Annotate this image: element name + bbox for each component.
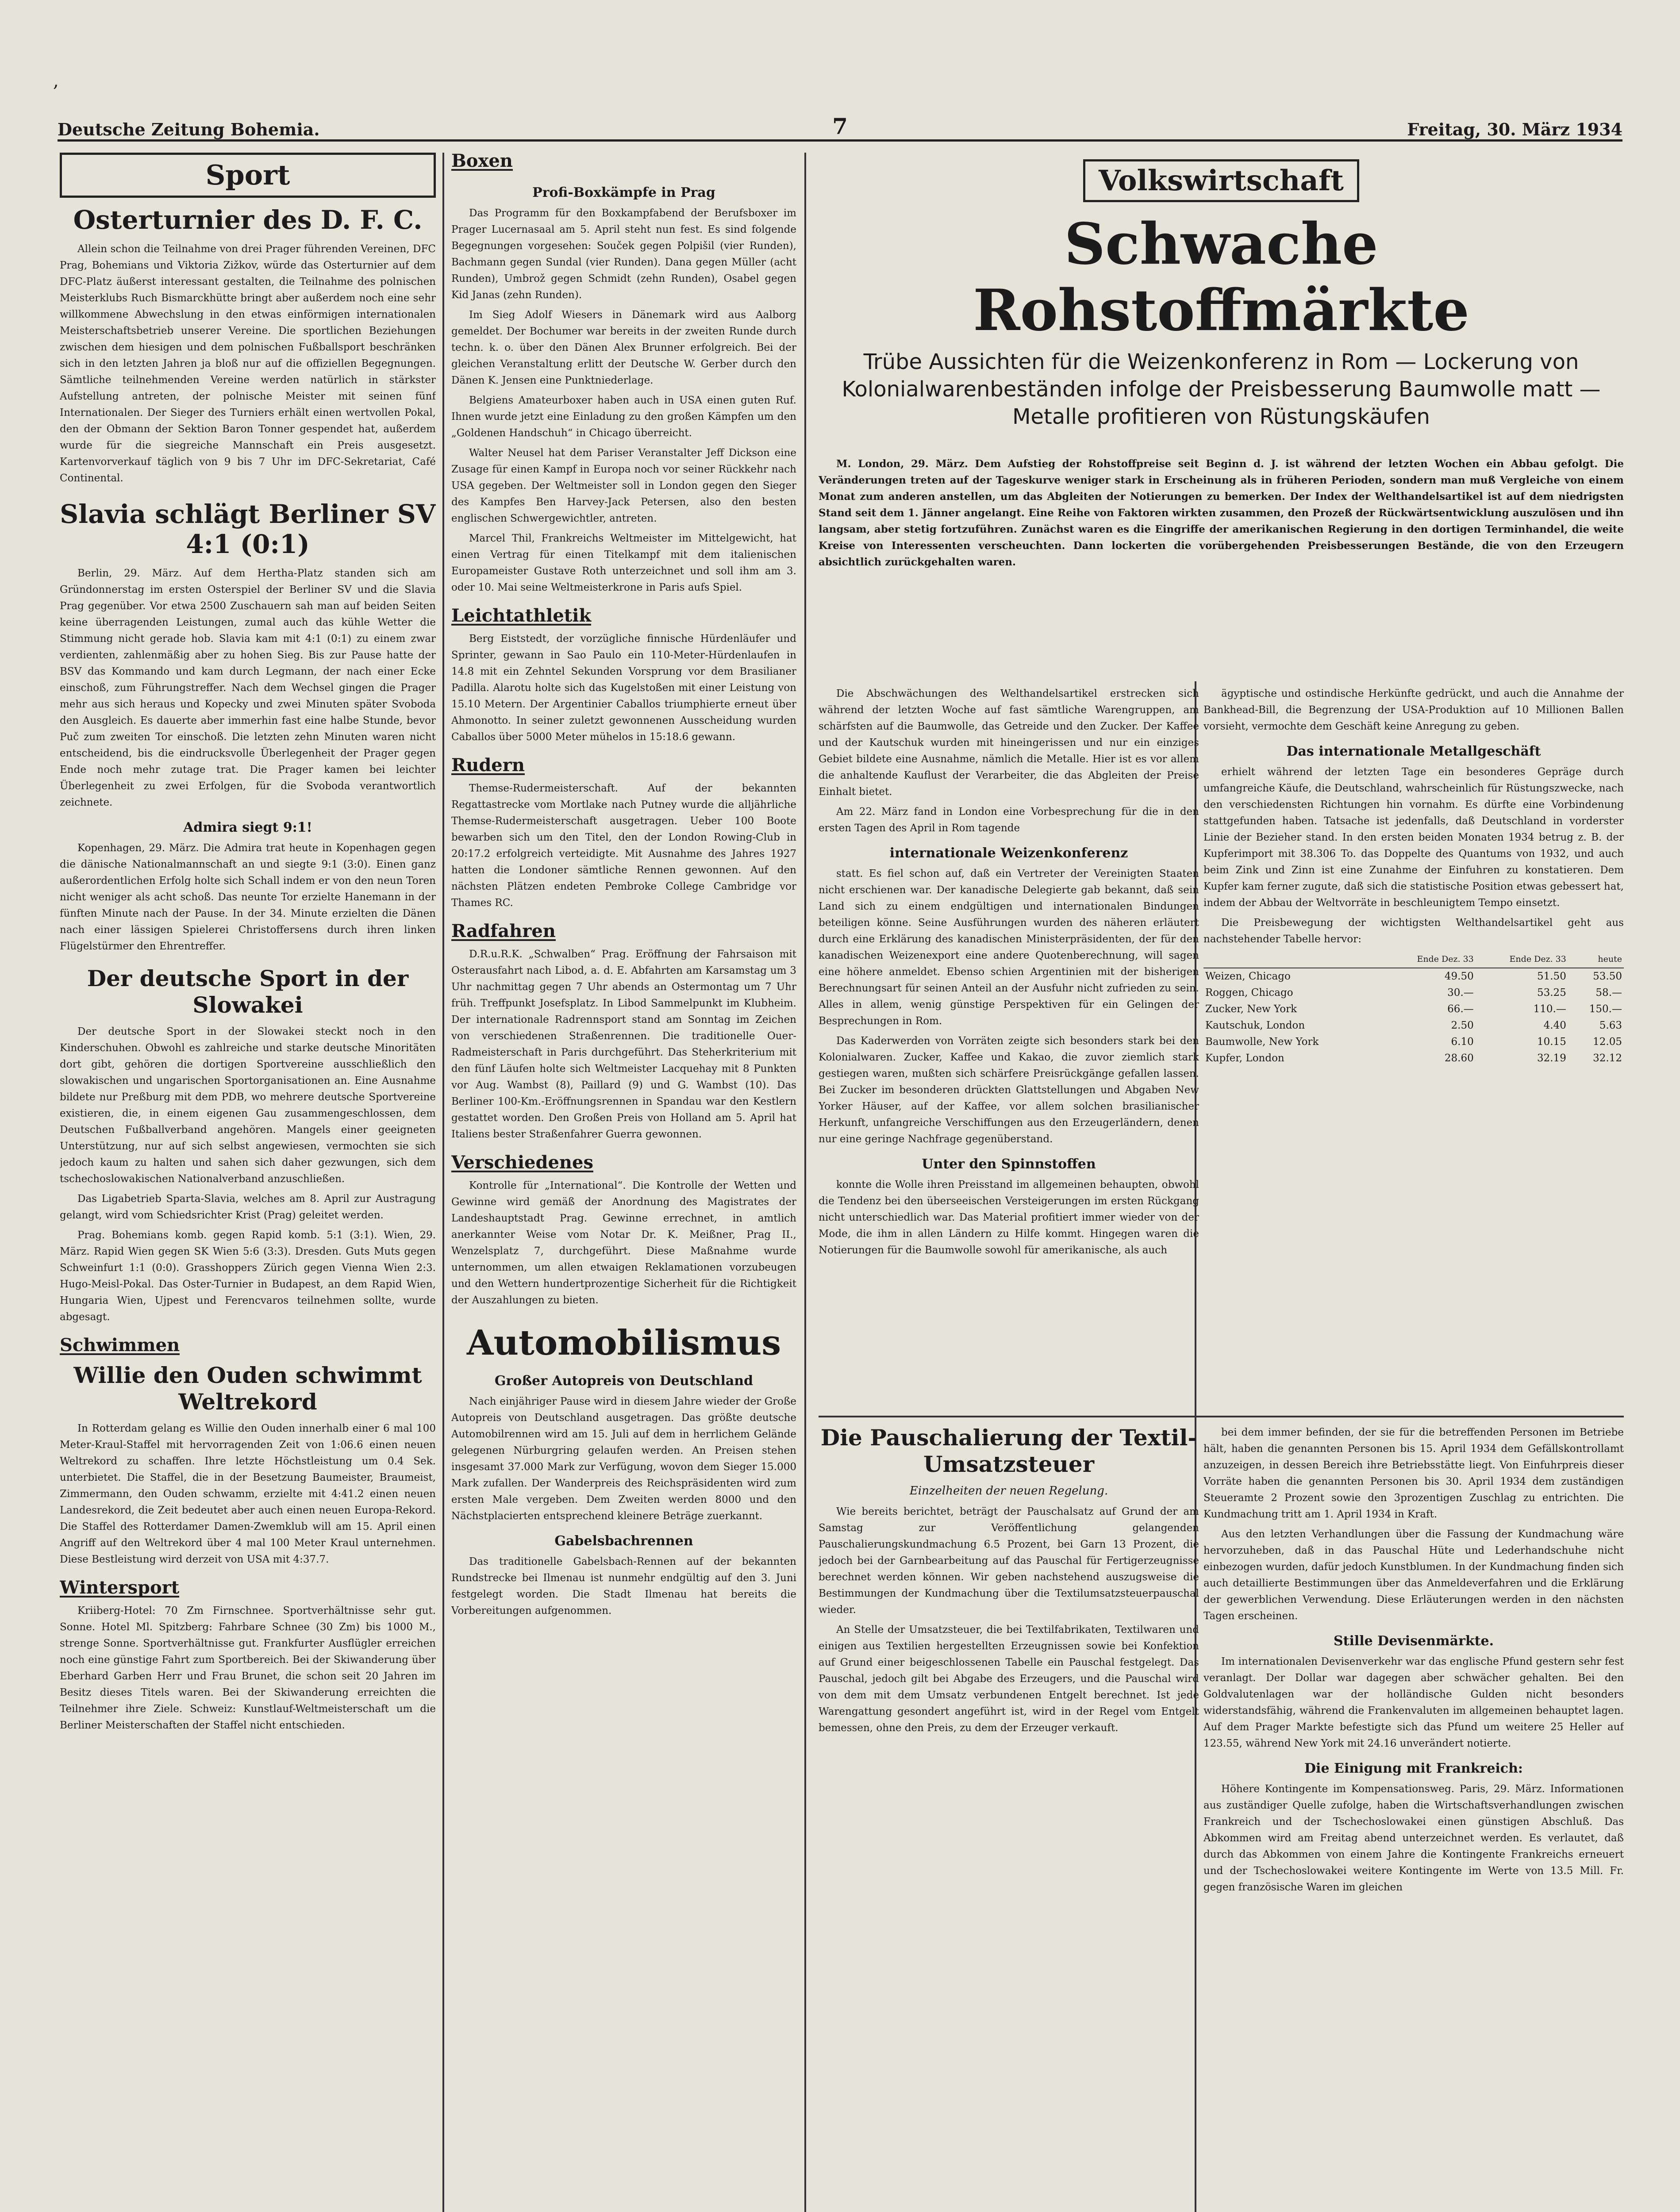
slowakei-text: Der deutsche Sport in der Slowakei steckt noch in den Kinderschuhen. Obwohl es zahlreiche und starke deutsche Minoritäten dort gibt, gehören die dortigen Sportvereine ausschließlich den slowakischen und ungarischen Sportorganisationen an. Eine Ausnahme bildete nur Preßburg mit dem PDB, wo mehrere deutsche Sportvereine existieren, die, in einem eigenen Gau zusammengeschlossen, dem Deutschen Fußballverband angehören. Mangels einer geeigneten Unterstützung, nur auf sich selbst angewiesen, vermochten sie sich jedoch kaum zu halten und sahen sich daher gezwungen, sich dem tschechoslowakischen Nationalverband anzuschließen. — [60, 1026, 436, 1185]
metallgeschaeft-subhead: Das internationale Metallgeschäft — [1286, 744, 1541, 759]
rudern-text: Themse-Rudermeisterschaft. Auf der bekannten Regattastrecke vom Mortlake nach Putney wurde die alljährliche Themse-Rudermeisterschaft ausgetragen. Ueber 100 Boote bewarben sich um den Titel, den der London Rowing-Club in 20:17.2 erfolgreich verteidigte. Mit Ausnahme des Jahres 1927 hatten die Londoner sämtliche Rennen gewonnen. Auf den nächsten Plätzen endeten Pembroke College Cambridge vor Thames RC. — [451, 783, 796, 909]
table-row — [1203, 1018, 1624, 1034]
autopreis-text: Nach einjähriger Pause wird in diesem Jahre wieder der Große Autopreis von Deutschland ausgetragen. Das größte deutsche Automobilrennen wird am 15. Juli auf dem in herrlichem Gelände gelegenen Nürburgring gelaufen werden. An Preisen stehen insgesamt 37.000 Mark zur Verfügung, wovon dem Sieger 15.000 Mark zufallen. Der Wanderpreis des Reichspräsidenten wird zum ersten Male vergeben. Dem Zweiten werden 8000 und den Nächstplacierten entsprechend kleinere Beträge zuerkannt. — [451, 1396, 796, 1522]
commodity-cell: Roggen, Chicago — [1205, 987, 1293, 998]
margin-mark: , — [53, 71, 59, 91]
economics-column-3 — [1203, 1425, 1624, 2212]
spinnstoffe-subhead: Unter den Spinnstoffen — [922, 1156, 1096, 1172]
econ-text-2: Am 22. März fand in London eine Vorbesprechung für die in den ersten Tagen des April in Rom tagende — [819, 806, 1199, 834]
header-page-number: 7 — [832, 113, 848, 139]
admira-text: Kopenhagen, 29. März. Die Admira trat heute in Kopenhagen gegen die dänische Nationalmannschaft an und siegte 9:1 (3:0). Einen ganz außerordentlichen Erfolg holte sich Schall indem er von den neun Toren nicht weniger als acht schoß. Das neunte Tor erzielte Hanemann in der fünften Minute nach der Pause. In der 34. Minute erzielten die Dänen nach einer lässigen Spielerei Christoffersens durch ihren linken Flügelstürmer den Ehrentreffer. — [60, 842, 436, 952]
lead-paragraph-block — [819, 456, 1624, 677]
econ-text-7: erhielt während der letzten Tage ein besonderes Gepräge durch umfangreiche Käufe, die Deutschland, wahrscheinlich für Rüstungszwecke, nach den verschiedensten Richtungen hin vornahm. Es dürfte eine Vorbindenung stattgefunden haben. Tatsache ist jedenfalls, daß Deutschland in vorderster Linie der Bezieher stand. In den ersten beiden Monaten 1934 betrug z. B. der Kupferimport mit 38.306 To. das Doppelte des Quantums von 1932, und auch beim Zink und Zinn ist eine Zunahme der Einfuhren zu konstatieren. Dem Kupfer kam ferner zugute, daß sich die statistische Position etwas gebessert hat, indem der Abbau der Weltvorräte in beschleunigtem Tempo einsetzt. — [1203, 766, 1624, 909]
price-cell: 53.50 — [1593, 971, 1622, 982]
price-cell: 10.15 — [1537, 1036, 1566, 1048]
section-rule — [819, 1416, 1624, 1417]
admira-headline: Admira siegt 9:1! — [183, 820, 312, 835]
rudern-section: Rudern — [451, 755, 525, 776]
commodity-cell: Kautschuk, London — [1205, 1020, 1305, 1031]
price-cell: 53.25 — [1537, 987, 1566, 998]
price-col-header: heute — [1568, 951, 1624, 968]
pauschalierung-subhead: Einzelheiten der neuen Regelung. — [909, 1484, 1108, 1498]
devisen-text: Im internationalen Devisenverkehr war das englische Pfund gestern sehr fest veranlagt. Der Dollar war dagegen aber schwächer gehalten. Bei den Goldvalutenlagen war der holländische Gulden nicht besonders widerstandsfähig, während die Frankenvaluten im allgemeinen behauptet lagen. Auf dem Prager Markte befestigte sich das Pfund um weitere 25 Heller auf 123.55, während New York mit 24.16 unverändert notierte. — [1203, 1656, 1624, 1749]
table-row — [1203, 1001, 1624, 1018]
commodity-cell: Kupfer, London — [1205, 1052, 1284, 1064]
textile-tax-column — [819, 1425, 1199, 2212]
main-headline: Schwache Rohstoffmärkte — [973, 211, 1469, 344]
econ-text-1: Die Abschwächungen des Welthandelsartikel erstrecken sich während der letzten Woche auf fast sämtliche Warengruppen, am schärfsten auf die Baumwolle, das Getreide und den Zucker. Der Kaffee und der Kautschuk wurden mit hineingerissen und nur ein einziges Gebiet bildete eine Ausnahme, nämlich die Metalle. Hier ist es vor allem die anhaltende Kauflust der Verarbeiter, die das Abgleiten der Preise Einhalt bietet. — [819, 688, 1199, 798]
header-date: Freitag, 30. März 1934 — [1407, 119, 1622, 139]
devisen-subhead: Stille Devisenmärkte. — [1333, 1633, 1494, 1649]
sport-column — [60, 153, 436, 2212]
price-cell: 66.— — [1447, 1003, 1474, 1015]
swim-headline: Willie den Ouden schwimmt Weltrekord — [73, 1362, 422, 1415]
results-text: Prag. Bohemians komb. gegen Rapid komb. 5:1 (3:1). Wien, 29. März. Rapid Wien gegen SK Wien 5:6 (3:3). Dresden. Guts Muts gegen Schweinfurt 1:1 (0:0). Grasshoppers Zürich gegen Vienna Wien 2:3. Hugo-Meisl-Pokal. Das Oster-Turnier in Budapest, an dem Rapid Wien, Hungaria Wien, Ujpest und Ferencvaros teilnehmen sollte, wurde abgesagt. — [60, 1229, 436, 1323]
price-cell: 49.50 — [1444, 971, 1474, 982]
price-cell: 110.— — [1533, 1003, 1566, 1015]
sport-section-title: Sport — [60, 153, 436, 198]
volkswirtschaft-label: Volkswirtschaft — [1083, 159, 1359, 202]
frankreich-subhead: Die Einigung mit Frankreich: — [1304, 1761, 1523, 1776]
price-cell: 4.40 — [1543, 1020, 1566, 1031]
boxen-text: Das Programm für den Boxkampfabend der Berufsboxer im Prager Lucernasaal am 5. April steht nun fest. Es sind folgende Begegnungen vorgesehen: Souček gegen Polpišil (vier Runden), Bachmann gegen Sundal (vier Runden). Dana gegen Müller (acht Runden), Umbrož gegen Schmidt (zehn Runden), Osabel gegen Kid Janas (zehn Runden). — [451, 207, 796, 301]
boxen-text-5: Marcel Thil, Frankreichs Weltmeister im Mittelgewicht, hat einen Vertrag für einen Titelkampf mit dem italienischen Europameister Gustave Roth unterzeichnet und soll ihm am 3. oder 10. Mai seine Weltmeisterkrone in Paris aufs Spiel. — [451, 533, 796, 593]
verschiedenes-text: Kontrolle für „International“. Die Kontrolle der Wetten und Gewinne wird gemäß der Anordnung des Magistrates der Landeshauptstadt Prag. Gewinne errechnet, in amtlich anerkannter Weise vom Notar Dr. K. Meißner, Prag II., Wenzelsplatz 7, durchgeführt. Diese Maßnahme wurde unternommen, um allen etwaigen Reklamationen vorzubeugen und den Wettern hundertprozentige Sicherheit für die Richtigkeit der Auszahlungen zu bieten. — [451, 1180, 796, 1306]
slavia-text: Berlin, 29. März. Auf dem Hertha-Platz standen sich am Gründonnerstag im ersten Osterspiel der Berliner SV und die Slavia Prag gegenüber. Vor etwa 2500 Zuschauern sah man auf beiden Seiten keine überragenden Leistungen, zumal auch das kühle Wetter die Stimmung nicht gerade hob. Slavia kam mit 4:1 (0:1) zu einem zwar verdienten, zahlenmäßig aber zu hohen Sieg. Bis zur Pause hatte der BSV das Kommando und kam durch Legmann, der nach einer Ecke einschoß, zum Führungstreffer. Nach dem Wechsel gingen die Prager mehr aus sich heraus und Kopecky und zwei Minuten später Svoboda den Ausgleich. Es dauerte aber immerhin fast eine halbe Stunde, bevor Puč zum zweiten Tor einschoß. Die letzten zehn Minuten waren nicht entscheidend, bis die eindrucksvolle Überlegenheit der Prager gegen Ende noch mehr zutage trat. Die Prager kamen bei leichter Überlegenheit zu zwei Erfolgen, für die Svoboda verantwortlich zeichnete. — [60, 568, 436, 808]
automobilismus-headline: Automobilismus — [466, 1323, 781, 1363]
ligabetrieb-text: Das Ligabetrieb Sparta-Slavia, welches am 8. April zur Austragung gelangt, wird vom Schiedsrichter Krist (Prag) geleitet werden. — [60, 1193, 436, 1221]
tax-text-4: Aus den letzten Verhandlungen über die Fassung der Kundmachung wäre hervorzuheben, daß in das Pauschal Hüte und Lederhandschuhe nicht einbezogen wurden, dafür jedoch Kunstblumen. In der Kundmachung finden sich auch detaillierte Bestimmungen über das Anmeldeverfahren und die Erklärung der gewerblichen Verwendung. Diese Erläuterungen werden in den nächsten Tagen erscheinen. — [1203, 1528, 1624, 1622]
lead-paragraph: M. London, 29. März. Dem Aufstieg der Rohstoffpreise seit Beginn d. J. ist während der letzten Wochen ein Abbau gefolgt. Die Veränderungen treten auf der Tageskurve weniger stark in Erscheinung als in früheren Perioden, sondern man muß Vergleiche von einem Monat zum anderen anstellen, um das Abgleiten der Notierungen zu bemerken. Der Index der Welthandelsartikel ist auf dem niedrigsten Stand seit dem 1. Jänner angelangt. Eine Reihe von Faktoren wirkten zusammen, den Prozeß der Rückwärtsentwicklung auszulösen und ihn langsam, aber stetig fortzuführen. Zunächst waren es die Eingriffe der amerikanischen Regierung in den dortigen Terminhandel, die weite Kreise von Interessenten verscheuchten. Dann lockerten die vorübergehenden Preisbesserungen Bestände, die von den Erzeugern absichtlich zurückgehalten waren. — [819, 458, 1624, 568]
price-cell: 58.— — [1595, 987, 1622, 998]
radfahren-text: D.R.u.R.K. „Schwalben“ Prag. Eröffnung der Fahrsaison mit Osterausfahrt nach Libod, a. d. E. Abfahrten am Karsamstag um 3 Uhr nachmittag gegen 7 Uhr abends an Ostermontag um 7 Uhr früh. Treffpunkt Josefsplatz. In Libod Sammelpunkt im Klubheim. Der internationale Radrennsport stand am Sonntag im Zeichen von verschiedenen Straßenrennen. Die traditionelle Ouer-Radmeisterschaft in Paris durchgeführt. Das Steherkriterium mit den fünf Läufen holte sich Weltmeister Lacquehay mit 8 Punkten vor Aug. Wambst (8), Paillard (9) und G. Wambst (10). Das Berliner 100-Km.-Eröffnungsrennen in Spandau war den Kestlern gestattet worden. Den Großen Preis von Holland am 5. April hat Italiens bester Straßenfahrer Guerra gewonnen. — [451, 949, 796, 1140]
economics-header — [819, 159, 1624, 430]
price-col-header — [1203, 951, 1383, 968]
economics-column-1 — [819, 686, 1199, 1407]
weizenkonferenz-subhead: internationale Weizenkonferenz — [889, 845, 1128, 861]
price-cell: 12.05 — [1593, 1036, 1622, 1048]
price-cell: 150.— — [1589, 1003, 1622, 1015]
slowakei-headline: Der deutsche Sport in der Slowakei — [87, 965, 409, 1018]
verschiedenes-section: Verschiedenes — [451, 1152, 593, 1173]
price-cell: 32.12 — [1593, 1052, 1622, 1064]
econ-text-3: statt. Es fiel schon auf, daß ein Vertreter der Vereinigten Staaten nicht erschienen war. Der kanadische Delegierte gab bekannt, daß sein Land sich zu einem endgültigen und internationalen Bindungen beteiligen könne. Seine Ausführungen wurden des näheren erläutert durch eine Erklärung des kanadischen Ministerpräsidenten, der für den kanadischen Weizenexport eine andere Quotenberechnung, will sagen eine höhere anmeldet. Ebenso schien Argentinien mit der bisherigen Berechnungsart für seinen Anteil an der Ausfuhr nicht zufrieden zu sein. Alles in allem, wenig günstige Perspektiven für ein Gelingen der Besprechungen in Rom. — [819, 868, 1199, 1027]
price-cell: 28.60 — [1444, 1052, 1474, 1064]
price-col-header: Ende Dez. 33 — [1383, 951, 1476, 968]
price-cell: 5.63 — [1599, 1020, 1622, 1031]
boxen-text-2: Im Sieg Adolf Wiesers in Dänemark wird aus Aalborg gemeldet. Der Bochumer war bereits in der zweiten Runde durch techn. k. o. über den Dänen Alex Brunner erfolgreich. Bei der gleichen Veranstaltung erlitt der Deutsche W. Gerber durch den Dänen K. Jensen eine Punktniederlage. — [451, 309, 796, 386]
osterturnier-headline: Osterturnier des D. F. C. — [73, 205, 423, 235]
slavia-headline: Slavia schlägt Berliner SV 4:1 (0:1) — [60, 499, 436, 559]
econ-text-8: Die Preisbewegung der wichtigsten Welthandelsartikel geht aus nachstehender Tabelle hervor: — [1203, 917, 1624, 945]
schwimmen-section: Schwimmen — [60, 1335, 180, 1356]
price-cell: 6.10 — [1451, 1036, 1474, 1048]
swim-text: In Rotterdam gelang es Willie den Ouden innerhalb einer 6 mal 100 Meter-Kraul-Staffel mit hervorragenden Zeit von 1:06.6 einen neuen Weltrekord zu schaffen. Ihre letzte Höchstleistung um 0.4 Sek. unterbietet. Die Staffel, die in der Besetzung Baumeister, Braumeist, Zimmermann, den Ouden schwamm, erzielte mit 4:41.2 einen neuen Landesrekord, die Zeit bedeutet aber auch einen neuen Europa-Rekord. Die Staffel des Rotterdamer Damen-Zwemklub will am 15. April einen Angriff auf den Weltrekord über 4 mal 100 Meter Kraul unternehmen. Diese Bestleistung wird derzeit von USA mit 4:37.7. — [60, 1423, 436, 1565]
boxen-headline: Profi-Boxkämpfe in Prag — [532, 185, 715, 200]
economics-column-2 — [1203, 686, 1624, 1407]
price-table — [1203, 951, 1624, 1067]
boxen-text-4: Walter Neusel hat dem Pariser Veranstalter Jeff Dickson eine Zusage für einen Kampf in Europa noch vor seiner Rückkehr nach USA gegeben. Der Weltmeister soll in London gegen den Sieger des Kampfes Ben Harvey-Jack Petersen, also den besten englischen Schwergewichtler, antreten. — [451, 447, 796, 524]
page-header — [58, 113, 1622, 142]
header-paper-name: Deutsche Zeitung Bohemia. — [58, 119, 320, 139]
osterturnier-text: Allein schon die Teilnahme von drei Prager führenden Vereinen, DFC Prag, Bohemians und Viktoria Zižkov, würde das Osterturnier auf dem DFC-Platz äußerst interessant gestalten, die Teilnahme des polnischen Meisterklubs Ruch Bismarckhütte bringt aber außerdem noch eine sehr willkommene Abwechslung in den etwas einförmigen internationalen Meisterschaftsbetrieb unserer Vereine. Die sportlichen Beziehungen zwischen dem hiesigen und dem polnischen Fußballsport beschränken sich in den letzten Jahren ja bloß nur auf die offiziellen Begegnungen. Sämtliche teilnehmenden Vereine werden natürlich in stärkster Aufstellung antreten, der polnische Meister mit seinen fünf Internationalen. Der Sieger des Turniers erhält einen wertvollen Pokal, den der Obmann der Sektion Baron Tonner gespendet hat, außerdem wurde für die siegreiche Mannschaft ein Preis ausgesetzt. Kartenvorverkauf täglich von 9 bis 7 Uhr im DFC-Sekretariat, Café Continental. — [60, 243, 436, 484]
table-row — [1203, 1034, 1624, 1050]
leichtathletik-section: Leichtathletik — [451, 605, 592, 626]
commodity-cell: Baumwolle, New York — [1205, 1036, 1319, 1048]
price-table-header — [1203, 951, 1624, 968]
column-rule-1 — [442, 153, 444, 2212]
wintersport-section: Wintersport — [60, 1577, 180, 1598]
main-deck: Trübe Aussichten für die Weizenkonferenz in Rom — Lockerung von Kolonialwarenbeständen infolge der Preisbesserung Baumwolle matt — Metalle profitieren von Rüstungskäufen — [842, 349, 1601, 429]
table-row — [1203, 1050, 1624, 1067]
price-cell: 30.— — [1447, 987, 1474, 998]
price-cell: 51.50 — [1537, 971, 1566, 982]
price-cell: 2.50 — [1451, 1020, 1474, 1031]
gabelsbach-text: Das traditionelle Gabelsbach-Rennen auf der bekannten Rundstrecke bei Ilmenau ist nunmehr endgültig auf den 3. Juni festgelegt worden. Die Stadt Ilmenau hat bereits die Vorbereitungen aufgenommen. — [451, 1556, 796, 1617]
econ-text-5: konnte die Wolle ihren Preisstand im allgemeinen behaupten, obwohl die Tendenz bei den überseeischen Versteigerungen im ersten Rückgang nicht unterschiedlich war. Das Material profitiert immer wieder von der Mode, die ihm in allen Ländern zu Hilfe kommt. Hingegen waren die Notierungen für die Baumwolle sowohl für amerikanische, als auch — [819, 1179, 1199, 1256]
boxen-text-3: Belgiens Amateurboxer haben auch in USA einen guten Ruf. Ihnen wurde jetzt eine Einladung zu den großen Kämpfen um den „Goldenen Handschuh“ in Chicago überreicht. — [451, 395, 796, 439]
pauschalierung-headline: Die Pauschalierung der Textil-Umsatzsteuer — [820, 1425, 1197, 1477]
price-cell: 32.19 — [1537, 1052, 1566, 1064]
econ-text-6: ägyptische und ostindische Herkünfte gedrückt, und auch die Annahme der Bankhead-Bill, die Begrenzung der USA-Produktion auf 10 Millionen Ballen vorsieht, vermochte dem Geschäft keine Anregung zu geben. — [1203, 688, 1624, 732]
gabelsbach-headline: Gabelsbachrennen — [554, 1533, 693, 1549]
tax-text-1: Wie bereits berichtet, beträgt der Pauschalsatz auf Grund der am Samstag zur Veröffentlichung gelangenden Pauschalierungskundmachung 6.5 Prozent, bei Garn 13 Prozent, die jedoch bei der Garnbearbeitung auf das Pauschal für Fertigerzeugnisse berechnet werden können. Wir geben nachstehend auszugsweise die Bestimmungen der Kundmachung über die Textilumsatzsteuerpauschal wieder. — [819, 1506, 1199, 1616]
tax-text-2: An Stelle der Umsatzsteuer, die bei Textilfabrikaten, Textilwaren und einigen aus Textilien hergestellten Erzeugnissen sowie bei Konfektion auf Grund einer beigeschlossenen Tabelle ein Pauschal festgelegt. Das Pauschal, jedoch gilt bei Abgabe des Erzeugers, und die Pauschal wird von dem mit dem Umsatz verbundenen Entgelt berechnet. Ist jede Warengattung gesondert angeführt ist, wird in der Regel vom Entgelt bemessen, ohne den Preis, zu dem der Erzeuger verkauft. — [819, 1624, 1199, 1734]
econ-text-4: Das Kaderwerden von Vorräten zeigte sich besonders stark bei den Kolonialwaren. Zucker, Kaffee und Kakao, die zuvor ziemlich stark gestiegen waren, mußten sich schärfere Preisrückgänge gefallen lassen. Bei Zucker im besonderen drückten Glattstellungen und Abgaben New Yorker Häuser, auf der Kaffee, vor allem solchen brasilianischer Herkunft, unfangreiche Verschiffungen aus den Erzeugerländern, denen nur eine geringe Nachfrage gegenüberstand. — [819, 1035, 1199, 1145]
frankreich-text: Höhere Kontingente im Kompensationsweg. Paris, 29. März. Informationen aus zuständiger Quelle zufolge, haben die Wirtschaftsverhandlungen zwischen Frankreich und der Tschechoslowakei einen günstigen Abschluß. Das Abkommen wird am Freitag abend unterzeichnet werden. Es verlautet, daß durch das Abkommen von einem Jahre die Kontingente Frankreichs erneuert und der Tschechoslowakei weitere Kontingente im Werte von 13.5 Mill. Fr. gegen französische Waren im gleichen — [1203, 1783, 1624, 1893]
tax-text-3: bei dem immer befinden, der sie für die betreffenden Personen im Betriebe hält, haben die genannten Personen bis 15. April 1934 dem Gefällskontrollamt anzuzeigen, in dessen Bereich ihre Betriebsstätte liegt. Von Einfuhrpreis dieser Vorräte haben die genannten Personen bis 30. April 1934 dem zuständigen Steueramte 2 Prozent sowie den 3prozentigen Zuschlag zu entrichten. Die Kundmachung tritt am 1. April 1934 in Kraft. — [1203, 1427, 1624, 1520]
leichtathletik-text: Berg Eiststedt, der vorzügliche finnische Hürdenläufer und Sprinter, gewann in Sao Paulo ein 110-Meter-Hürdenlaufen in 14.8 mit ein Zehntel Sekunden Vorsprung vor dem Brasilianer Padilla. Alarotu holte sich das Kugelstoßen mit einer Leistung von 15.10 Metern. Der Argentinier Caballos triumphierte erneut über Ahmonotto. In seiner zuletzt gewonnenen Ausscheidung wurden Caballos über 5000 Meter mühelos in 15:18.6 gewann. — [451, 633, 796, 743]
radfahren-section: Radfahren — [451, 921, 556, 941]
commodity-cell: Zucker, New York — [1205, 1003, 1297, 1015]
column-rule-2 — [804, 153, 806, 2212]
wintersport-text: Kriiberg-Hotel: 70 Zm Firnschnee. Sportverhältnisse sehr gut. Sonne. Hotel Ml. Spitzberg: Fahrbare Schnee (30 Zm) bis 1000 M., strenge Sonne. Sportverhältnisse gut. Frankfurter Ausflügler erreichen noch eine günstige Fahrt zum Sportbereich. Bei der Skiwanderung über Eberhard Garben Herr und Frau Brunet, die schon seit 20 Jahren im Besitz dieses Titels waren. Bei der Skiwanderung erreichten die Teilnehmer ihre Ziele. Schweiz: Kunstlauf-Weltmeisterschaft um die Berliner Meisterschaften der Staffel nicht entschieden. — [60, 1605, 436, 1731]
sport-column-2 — [451, 153, 796, 2212]
commodity-cell: Weizen, Chicago — [1205, 971, 1291, 982]
boxen-section: Boxen — [451, 153, 513, 171]
table-row — [1203, 968, 1624, 985]
autopreis-headline: Großer Autopreis von Deutschland — [494, 1373, 754, 1389]
price-col-header: Ende Dez. 33 — [1476, 951, 1568, 968]
table-row — [1203, 985, 1624, 1001]
